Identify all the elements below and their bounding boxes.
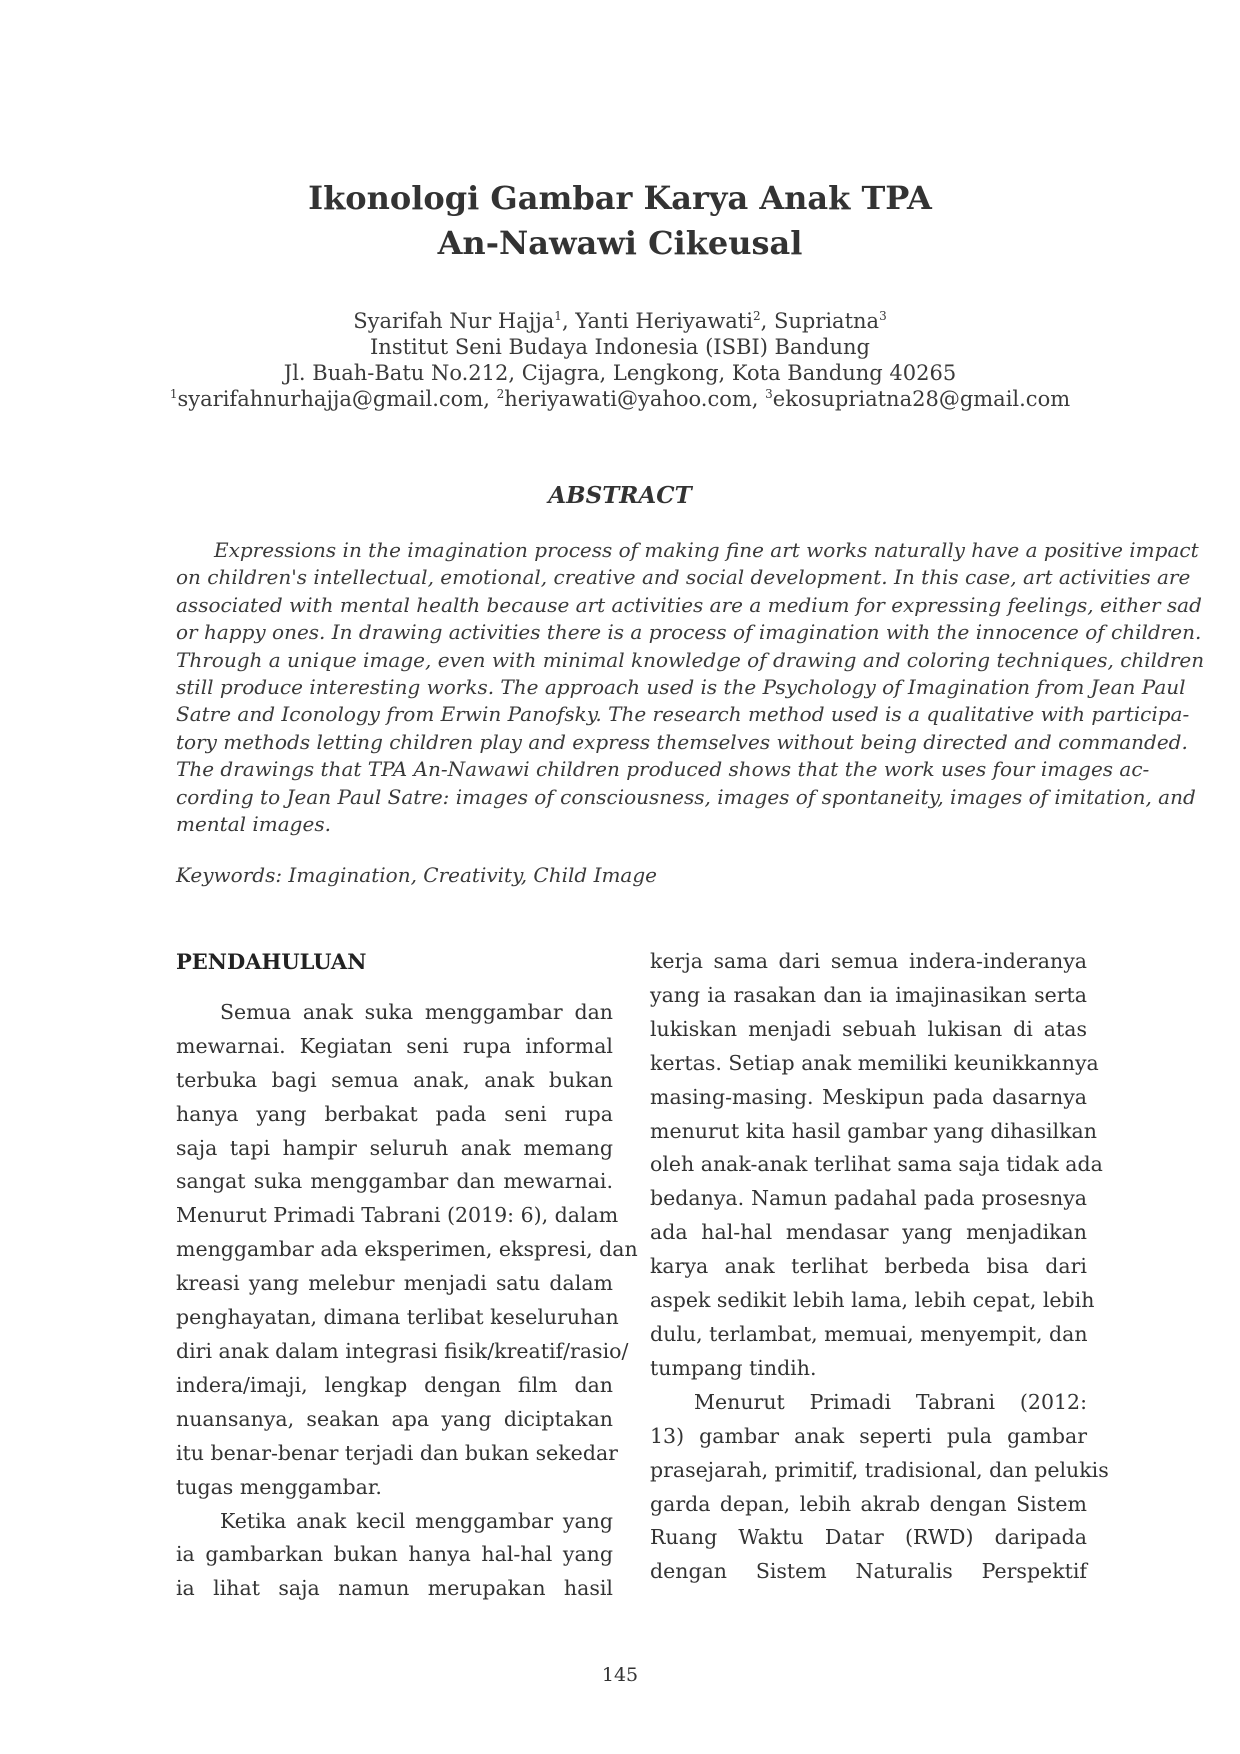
- abstract-line: The drawings that TPA An-Nawawi children produced shows that the work uses four images ac-: [176, 757, 1150, 782]
- author-name: Yanti Heriyawati: [575, 309, 753, 333]
- text-line: oleh anak-anak terlihat sama saja tidak ada: [650, 1152, 1103, 1177]
- text-line: menurut kita hasil gambar yang dihasilkan: [650, 1118, 1097, 1143]
- text-line: tugas menggambar.: [176, 1474, 382, 1499]
- abstract-line: or happy ones. In drawing activities there is a process of imagination with the innocence of children.: [176, 620, 1202, 645]
- paragraph: [650, 1386, 1109, 1589]
- text-line: kertas. Setiap anak memiliki keunikkannya: [650, 1050, 1099, 1075]
- text-line: 13) gambar anak seperti pula gambar: [650, 1423, 1087, 1448]
- left-column: [176, 945, 638, 1606]
- abstract-line: associated with mental health because art activities are a medium for expressing feelings, either sad: [176, 592, 1202, 617]
- text-line: Menurut Primadi Tabrani (2012:: [694, 1389, 1087, 1414]
- text-line: lukiskan menjadi sebuah lukisan di atas: [650, 1016, 1087, 1041]
- text-line: penghayatan, dimana terlibat keseluruhan: [176, 1305, 619, 1330]
- text-line: tumpang tindih.: [650, 1355, 817, 1380]
- text-line: masing-masing. Meskipun pada dasarnya: [650, 1084, 1087, 1109]
- paragraph: [176, 996, 638, 1505]
- text-line: Ruang Waktu Datar (RWD) daripada: [650, 1525, 1087, 1550]
- text-line: diri anak dalam integrasi fisik/kreatif/rasio/: [176, 1338, 629, 1363]
- abstract-heading: ABSTRACT: [548, 482, 692, 509]
- text-line: aspek sedikit lebih lama, lebih cepat, lebih: [650, 1288, 1095, 1313]
- paragraph: [176, 1505, 613, 1607]
- email-mark: 3: [765, 387, 773, 401]
- text-line: garda depan, lebih akrab dengan Sistem: [650, 1491, 1087, 1516]
- text-line: indera/imaji, lengkap dengan film dan: [176, 1372, 613, 1397]
- author-email: heriyawati@yahoo.com: [504, 387, 752, 411]
- right-column: [650, 945, 1109, 1589]
- text-line: saja tapi hampir seluruh anak memang: [176, 1135, 613, 1160]
- title-line-2: An-Nawawi Cikeusal: [437, 224, 803, 262]
- text-line: ia gambarkan bukan hanya hal-hal yang: [176, 1542, 613, 1567]
- text-line: ada hal-hal mendasar yang menjadikan: [650, 1220, 1087, 1245]
- text-line: karya anak terlihat berbeda bisa dari: [650, 1254, 1087, 1279]
- author-name: Syarifah Nur Hajja: [353, 309, 555, 333]
- author-affiliation-mark: 2: [752, 309, 761, 323]
- author-block: [0, 308, 1240, 412]
- text-line: yang ia rasakan dan ia imajinasikan serta: [650, 982, 1087, 1007]
- text-line: mewarnai. Kegiatan seni rupa informal: [176, 1033, 613, 1058]
- abstract-body: [176, 537, 1205, 838]
- text-line: menggambar ada eksperimen, ekspresi, dan: [176, 1237, 638, 1262]
- author-address: Jl. Buah-Batu No.212, Cijagra, Lengkong, Kota Bandung 40265: [283, 361, 957, 385]
- text-line: Menurut Primadi Tabrani (2019: 6), dalam: [176, 1203, 619, 1228]
- text-line: dengan Sistem Naturalis Perspektif: [650, 1559, 1087, 1584]
- text-line: itu benar-benar terjadi dan bukan sekedar: [176, 1440, 618, 1465]
- keywords: Keywords: Imagination, Creativity, Child Image: [176, 863, 657, 887]
- paragraph: [650, 945, 1103, 1386]
- text-line: bedanya. Namun padahal pada prosesnya: [650, 1186, 1087, 1211]
- text-line: Ketika anak kecil menggambar yang: [220, 1508, 613, 1533]
- text-line: Semua anak suka menggambar dan: [220, 999, 613, 1024]
- text-line: hanya yang berbakat pada seni rupa: [176, 1101, 613, 1126]
- abstract-line: cording to Jean Paul Satre: images of consciousness, images of spontaneity, images of imitation, and: [176, 784, 1196, 809]
- text-line: ia lihat saja namun merupakan hasil: [176, 1576, 613, 1601]
- author-institution: Institut Seni Budaya Indonesia (ISBI) Bandung: [370, 335, 870, 359]
- author-email: syarifahnurhajja@gmail.com: [177, 387, 484, 411]
- text-line: kreasi yang melebur menjadi satu dalam: [176, 1271, 613, 1296]
- author-affiliation-mark: 3: [879, 309, 887, 323]
- text-line: sangat suka menggambar dan mewarnai.: [176, 1169, 613, 1194]
- author-emails: $^1$syarifahnurhajja@gmail.com, $^2$heriyawati@yahoo.com, $^3$ekosupriatna28@gmail.com: [169, 387, 1071, 411]
- page-number: 145: [601, 1664, 639, 1686]
- author-email: ekosupriatna28@gmail.com: [772, 387, 1071, 411]
- author-affiliation-mark: 1: [554, 309, 562, 323]
- author-names: Syarifah Nur Hajja$^1$, Yanti Heriyawati$^2$, Supriatna$^3$: [353, 309, 887, 333]
- abstract-line: mental images.: [176, 812, 331, 837]
- abstract-line: still produce interesting works. The approach used is the Psychology of Imagination from Jean Paul: [176, 675, 1186, 700]
- section-heading-pendahuluan: PENDAHULUAN: [176, 949, 367, 974]
- abstract-line: Satre and Iconology from Erwin Panofsky. The research method used is a qualitative with participa-: [176, 702, 1190, 727]
- text-line: kerja sama dari semua indera-inderanya: [650, 949, 1087, 973]
- text-line: nuansanya, seakan apa yang diciptakan: [176, 1406, 613, 1431]
- text-line: prasejarah, primitif, tradisional, dan pelukis: [650, 1457, 1109, 1482]
- text-line: dulu, terlambat, memuai, menyempit, dan: [650, 1321, 1088, 1346]
- author-name: Supriatna: [773, 309, 880, 333]
- title-line-1: Ikonologi Gambar Karya Anak TPA: [308, 179, 932, 217]
- paper-title: [0, 176, 1240, 266]
- abstract-line: on children's intellectual, emotional, creative and social development. In this case, art activities are: [176, 565, 1191, 590]
- abstract-line: Through a unique image, even with minimal knowledge of drawing and coloring techniques, children: [176, 647, 1205, 672]
- text-line: terbuka bagi semua anak, anak bukan: [176, 1067, 613, 1092]
- abstract-line: tory methods letting children play and express themselves without being directed and commanded.: [176, 729, 1188, 754]
- abstract-line: Expressions in the imagination process of making fine art works naturally have a positive impact: [214, 538, 1199, 562]
- email-mark: 1: [169, 387, 178, 401]
- email-mark: 2: [496, 387, 505, 401]
